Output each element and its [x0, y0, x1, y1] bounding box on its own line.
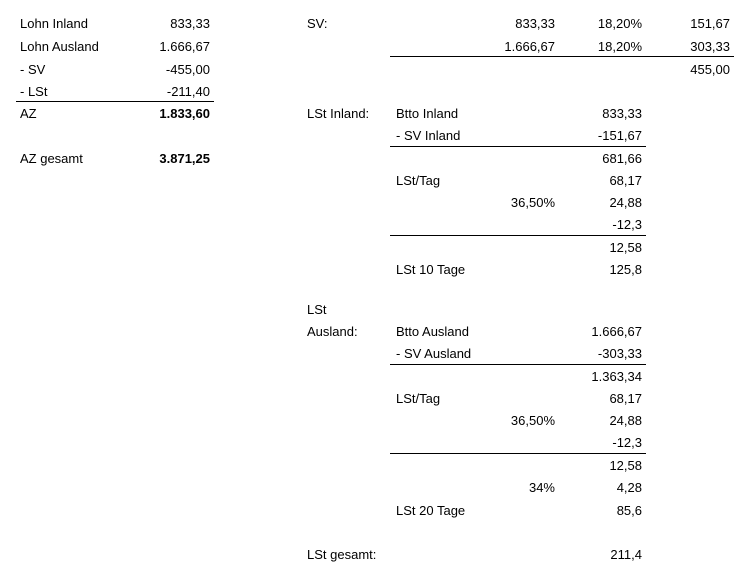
- value-lst-20-tage: 85,6: [616, 503, 642, 518]
- ausland-deduction: -12,3: [612, 435, 642, 450]
- value-btto-inland: 833,33: [602, 106, 642, 121]
- sv-row2-base: 1.666,67: [504, 39, 555, 54]
- label-sv-ausland: - SV Ausland: [396, 346, 472, 361]
- inland-rate: 36,50%: [510, 195, 555, 210]
- label-lst-gesamt: LSt gesamt:: [307, 547, 377, 562]
- label-inland-lst-tag: LSt/Tag: [396, 173, 441, 188]
- ausland-rate: 36,50%: [510, 413, 555, 428]
- label-btto-inland: Btto Inland: [396, 106, 459, 121]
- value-btto-ausland: 1.666,67: [591, 324, 642, 339]
- sv-total: 455,00: [690, 62, 730, 77]
- sv-row2-rate: 18,20%: [597, 39, 642, 54]
- value-lst-10-tage: 125,8: [609, 262, 642, 277]
- sv-row1-rate: 18,20%: [597, 16, 642, 31]
- divider-ausland-result: [390, 453, 646, 454]
- value-lohn-inland: 833,33: [170, 16, 210, 31]
- ausland-rate-value: 24,88: [609, 413, 642, 428]
- label-lst-inland: LSt Inland:: [307, 106, 370, 121]
- label-az-gesamt: AZ gesamt: [20, 151, 83, 166]
- label-lst-10-tage: LSt 10 Tage: [396, 262, 466, 277]
- label-lohn-inland: Lohn Inland: [20, 16, 88, 31]
- divider-left-az: [16, 101, 214, 102]
- label-sv-inland: - SV Inland: [396, 128, 461, 143]
- label-lst-20-tage: LSt 20 Tage: [396, 503, 466, 518]
- ausland-rate2-value: 4,28: [616, 480, 642, 495]
- value-minus-sv: -455,00: [165, 62, 210, 77]
- divider-inland-result: [390, 235, 646, 236]
- label-minus-sv: - SV: [20, 62, 46, 77]
- value-az: 1.833,60: [159, 106, 210, 121]
- inland-deduction: -12,3: [612, 217, 642, 232]
- ausland-result: 12,58: [609, 458, 642, 473]
- inland-rate-value: 24,88: [609, 195, 642, 210]
- value-lohn-ausland: 1.666,67: [159, 39, 210, 54]
- value-inland-lst-tag: 68,17: [609, 173, 642, 188]
- inland-result: 12,58: [609, 240, 642, 255]
- sv-row1-result: 151,67: [690, 16, 730, 31]
- value-sv-inland: -151,67: [597, 128, 642, 143]
- label-sv: SV:: [307, 16, 328, 31]
- ausland-rate2: 34%: [528, 480, 555, 495]
- label-lst-ausland-line2: Ausland:: [307, 324, 358, 339]
- label-btto-ausland: Btto Ausland: [396, 324, 469, 339]
- value-lst-gesamt: 211,4: [610, 547, 642, 562]
- value-ausland-subtotal: 1.363,34: [591, 369, 642, 384]
- divider-inland-subtotal: [390, 146, 646, 147]
- divider-ausland-subtotal: [390, 364, 646, 365]
- label-ausland-lst-tag: LSt/Tag: [396, 391, 441, 406]
- value-az-gesamt: 3.871,25: [159, 151, 210, 166]
- label-lohn-ausland: Lohn Ausland: [20, 39, 99, 54]
- value-sv-ausland: -303,33: [597, 346, 642, 361]
- divider-sv-total: [390, 56, 734, 57]
- value-inland-subtotal: 681,66: [602, 151, 642, 166]
- sv-row1-base: 833,33: [515, 16, 555, 31]
- sv-row2-result: 303,33: [690, 39, 730, 54]
- value-minus-lst: -211,40: [166, 84, 210, 99]
- label-lst-ausland-line1: LSt: [307, 302, 327, 317]
- label-minus-lst: - LSt: [20, 84, 48, 99]
- value-ausland-lst-tag: 68,17: [609, 391, 642, 406]
- label-az: AZ: [20, 106, 37, 121]
